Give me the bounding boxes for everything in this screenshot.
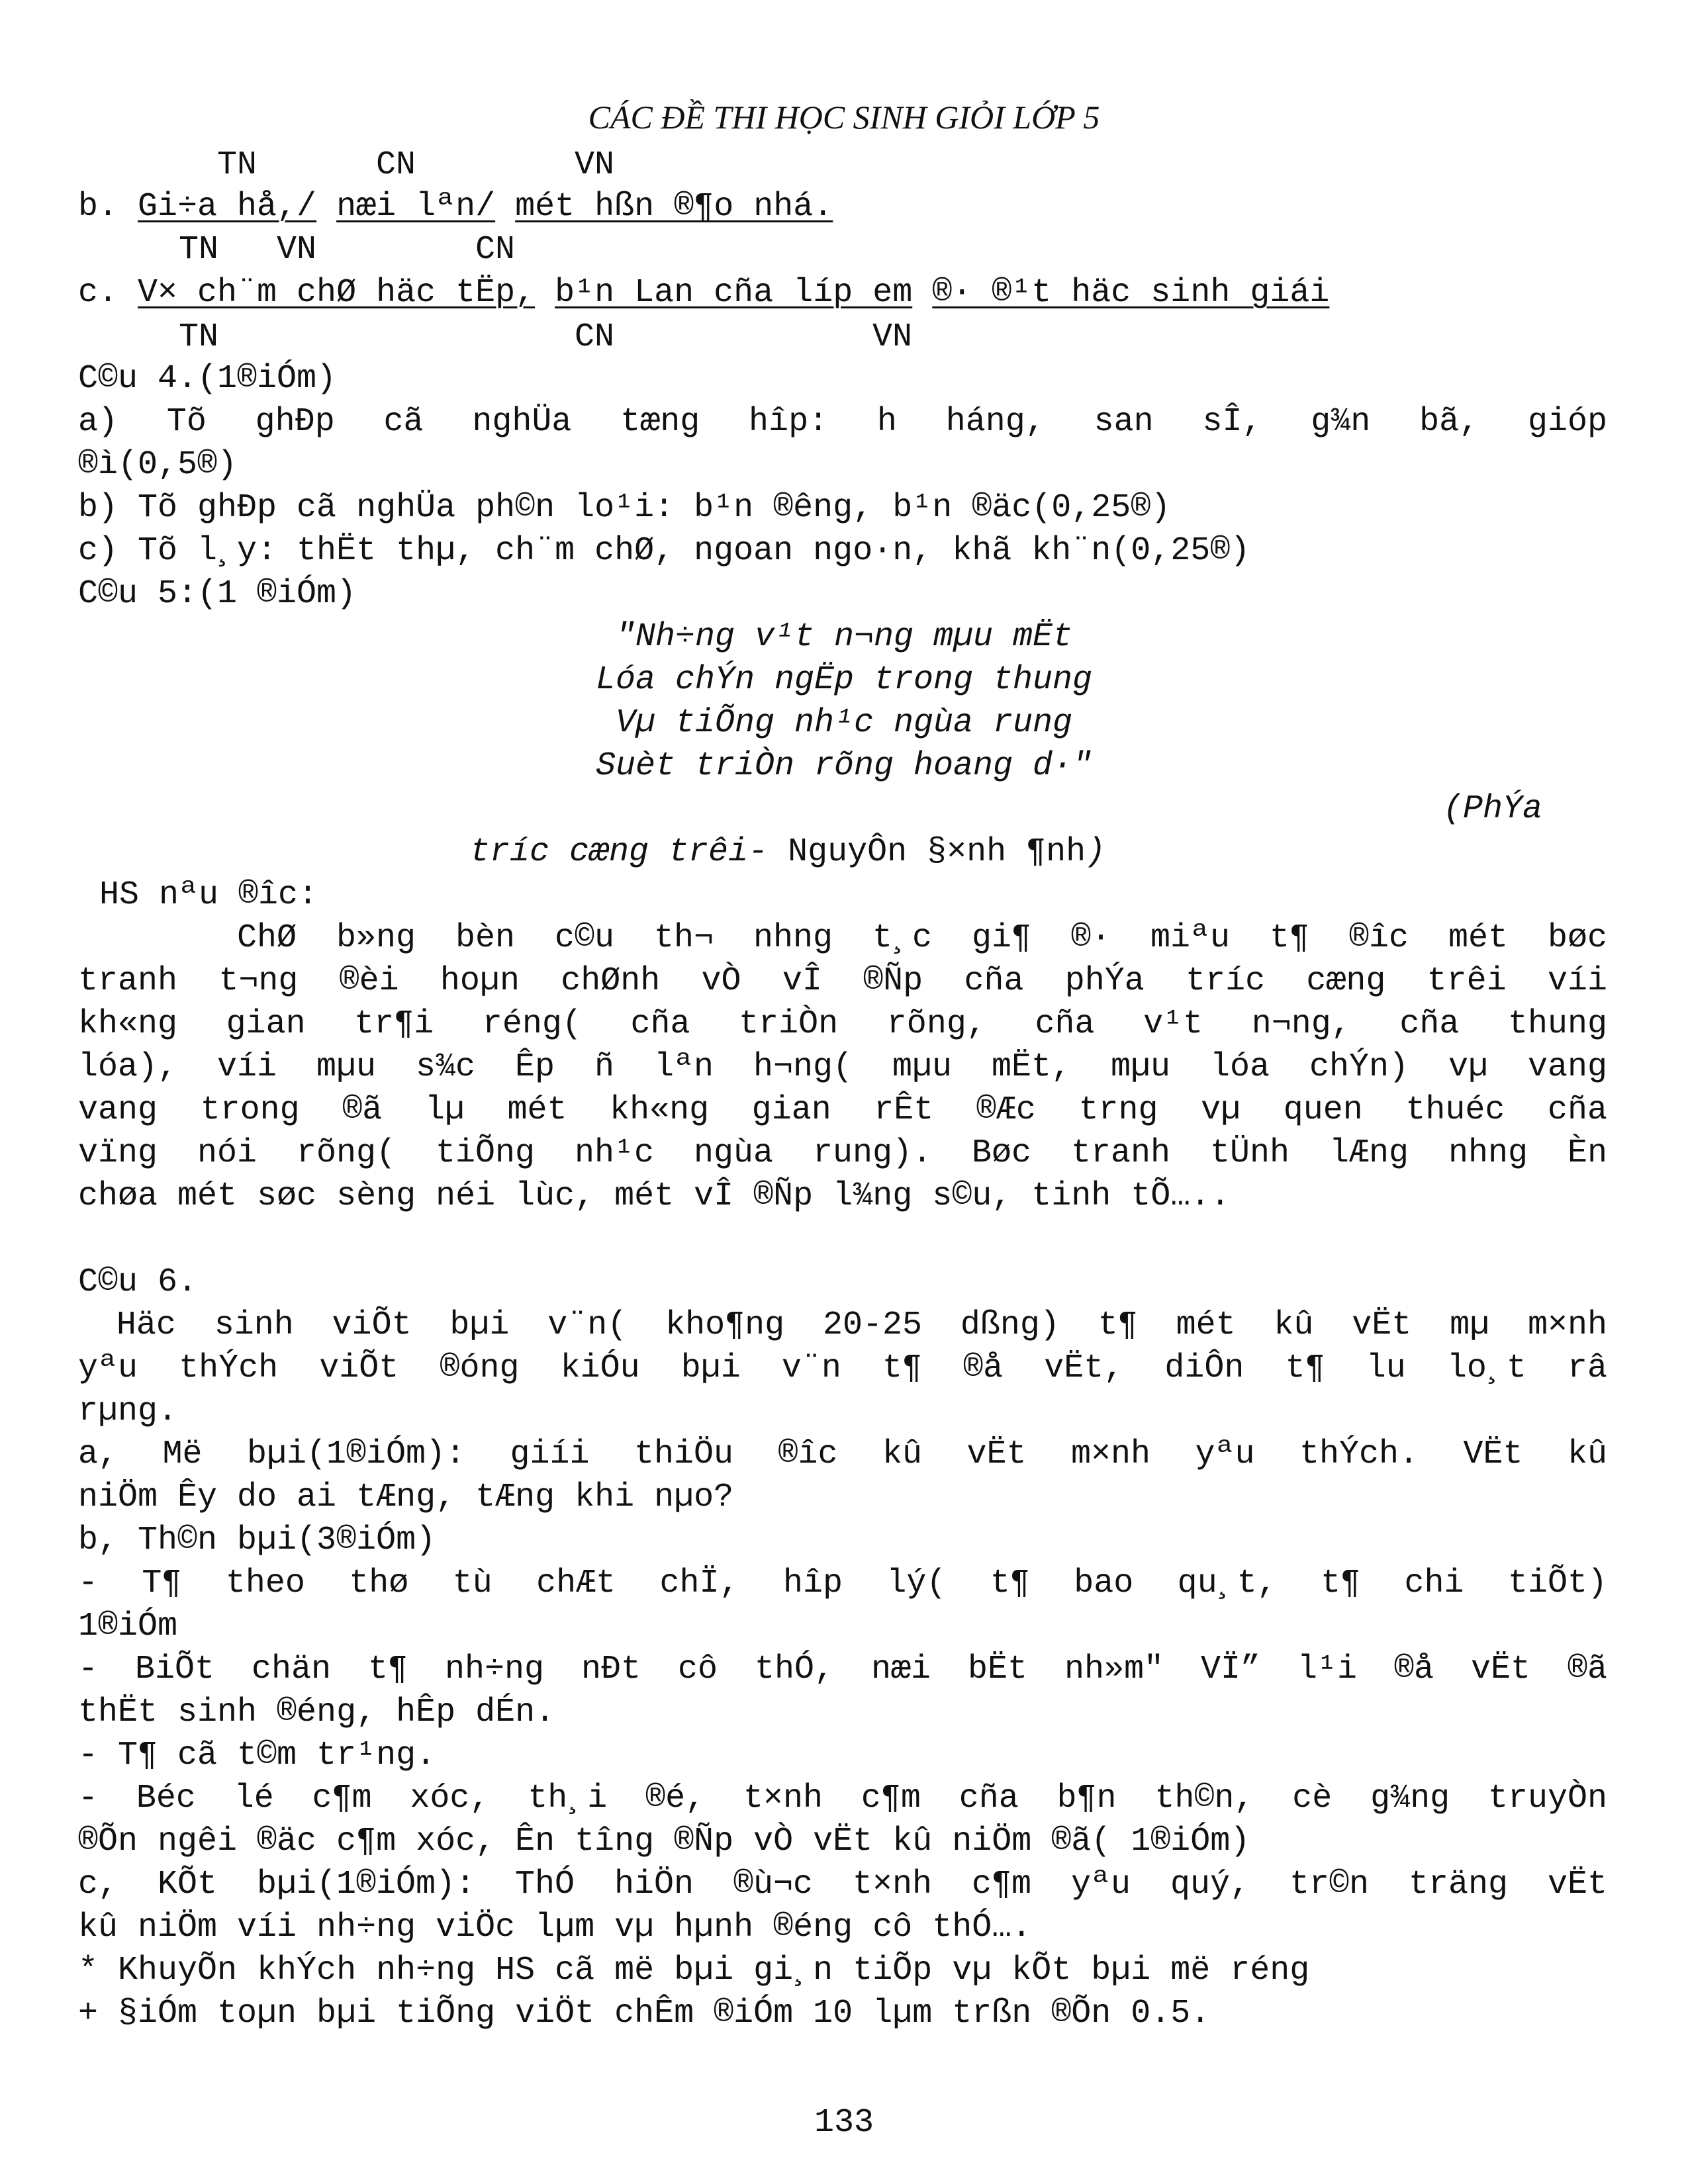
page-number: 133 <box>814 2104 874 2142</box>
poem-source <box>470 833 1105 872</box>
cau6-line: - Béc lé c¶m xóc, th¸i ®é, t×nh c¶m cña b¶n th©n, cè g¾ng truyÒn <box>78 1780 1607 1817</box>
poem-line: Vµ tiÕng nh¹c ngùa rung <box>615 704 1073 742</box>
cau4-c-line: c) Tõ l¸y: thËt thµ, ch¨m chØ, ngoan ngo·n, khã kh¨n(0,25®) <box>78 532 1250 570</box>
paragraph-line: lóa), víi mµu s¾c Êp ñ lªn h¬ng( mµu mËt, mµu lóa chÝn) vµ vang <box>78 1048 1607 1086</box>
label-vn: VN <box>277 231 317 269</box>
sentence-b-prefix: b. <box>78 188 138 226</box>
cau4-title: C©u 4.(1®iÓm) <box>78 360 337 398</box>
cau6-line: - T¶ theo thø tù chÆt chÏ, hîp lý( t¶ bao qu¸t, t¶ chi tiÕt) <box>78 1565 1607 1602</box>
cau6-title: C©u 6. <box>78 1263 198 1301</box>
cau5-title: C©u 5:(1 ®iÓm) <box>78 575 357 613</box>
cau6-line: Häc sinh viÕt bµi v¨n( kho¶ng 20-25 dßng) t¶ mét kû vËt mµ m×nh <box>78 1306 1607 1344</box>
poem-line: "Nh÷ng v¹t n¬ng mµu mËt <box>615 618 1073 656</box>
poem-source-start: (PhÝa <box>1443 790 1543 828</box>
poem-line: Lóa chÝn ngËp trong thung <box>595 661 1093 699</box>
cau6-line: yªu thÝch viÕt ®óng kiÓu bµi v¨n t¶ ®å vËt, diÔn t¶ lu lo¸t râ <box>78 1349 1607 1387</box>
cau6-line: c, KÕt bµi(1®iÓm): ThÓ hiÖn ®ù¬c t×nh c¶m yªu quý, tr©n träng vËt <box>78 1866 1607 1903</box>
cau6-line: kû niÖm víi nh÷ng viÖc lµm vµ hµnh ®éng cô thÓ…. <box>78 1909 1032 1946</box>
cau4-a-continued: ®ì(0,5®) <box>78 446 238 484</box>
cau6-line: 1®iÓm <box>78 1608 178 1645</box>
label-tn: TN <box>179 231 219 269</box>
paragraph-line: chøa mét søc sèng néi lùc, mét vÎ ®Ñp l¾ng s©u, tinh tÕ….. <box>78 1177 1231 1215</box>
poem-source-close: ) <box>1086 833 1106 871</box>
sentence-c-part3: ®· ®¹t häc sinh giái <box>932 274 1330 312</box>
paragraph-line: kh«ng gian tr¶i réng( cña triÒn rõng, cña v¹t n¬ng, cña thung <box>78 1005 1607 1043</box>
sentence-b-part1: Gi÷a hå,/ <box>138 188 317 226</box>
cau6-line: niÖm Êy do ai tÆng, tÆng khi nµo? <box>78 1479 734 1516</box>
sentence-b-part2: næi lªn/ <box>336 188 496 226</box>
cau4-b-line: b) Tõ ghÐp cã nghÜa ph©n lo¹i: b¹n ®êng, b¹n ®äc(0,25®) <box>78 489 1171 527</box>
label-vn: VN <box>872 318 913 356</box>
cau6-line: b, Th©n bµi(3®iÓm) <box>78 1522 436 1559</box>
paragraph-line: ChØ b»ng bèn c©u th¬ nhng t¸c gi¶ ®· miªu t¶ ®îc mét bøc <box>78 919 1607 957</box>
hs-label: HS nªu ®îc: <box>99 876 318 914</box>
paragraph-line: tranh t¬ng ®èi hoµn chØnh vÒ vÎ ®Ñp cña phÝa tríc cæng trêi víi <box>78 962 1607 1000</box>
cau6-line: * KhuyÕn khÝch nh÷ng HS cã më bµi gi¸n tiÕp vµ kÕt bµi më réng <box>78 1952 1310 1989</box>
cau6-line: a, Më bµi(1®iÓm): giíi thiÖu ®îc kû vËt m×nh yªu thÝch. VËt kû <box>78 1435 1607 1473</box>
paragraph-line: vïng nói rõng( tiÕng nh¹c ngùa rung). Bøc tranh tÜnh lÆng nhng Èn <box>78 1134 1607 1172</box>
sentence-b <box>78 187 833 227</box>
label-tn: TN <box>179 318 219 356</box>
label-cn: CN <box>376 146 416 184</box>
cau6-line: rµng. <box>78 1392 178 1430</box>
page-header: CÁC ĐỀ THI HỌC SINH GIỎI LỚP 5 <box>588 99 1100 136</box>
cau6-line: - T¶ cã t©m tr¹ng. <box>78 1737 436 1774</box>
sentence-c-part1: V× ch¨m chØ häc tËp, <box>138 274 536 312</box>
cau6-line: + §iÓm toµn bµi tiÕng viÖt chÊm ®iÓm 10 lµm trßn ®Õn 0.5. <box>78 1995 1211 2032</box>
cau6-line: - BiÕt chän t¶ nh÷ng nÐt cô thÓ, næi bËt nh»m" VÏ” l¹i ®å vËt ®ã <box>78 1651 1607 1688</box>
poem-line: Suèt triÒn rõng hoang d·" <box>595 747 1093 785</box>
label-tn: TN <box>217 146 258 184</box>
poem-source-title: tríc cæng trêi- <box>470 833 788 871</box>
label-cn: CN <box>475 231 516 269</box>
cau6-line: ®Õn ngêi ®äc c¶m xóc, Ên tîng ®Ñp vÒ vËt kû niÖm ®ã( 1®iÓm) <box>78 1823 1250 1860</box>
sentence-c-part2: b¹n Lan cña líp em <box>555 274 913 312</box>
sentence-c <box>78 273 1329 313</box>
cau6-line: thËt sinh ®éng, hÊp dÉn. <box>78 1694 555 1731</box>
sentence-b-part3: mét hßn ®¶o nhá. <box>515 188 833 226</box>
cau4-a-line: a) Tõ ghÐp cã nghÜa tæng hîp: h háng, san sÎ, g¾n bã, gióp <box>78 403 1607 441</box>
poem-source-author: NguyÔn §×nh ¶nh <box>788 833 1086 871</box>
sentence-c-prefix: c. <box>78 274 138 312</box>
paragraph-line: vang trong ®ã lµ mét kh«ng gian rÊt ®Æc trng vµ quen thuéc cña <box>78 1091 1607 1129</box>
label-cn: CN <box>575 318 615 356</box>
label-vn: VN <box>575 146 615 184</box>
